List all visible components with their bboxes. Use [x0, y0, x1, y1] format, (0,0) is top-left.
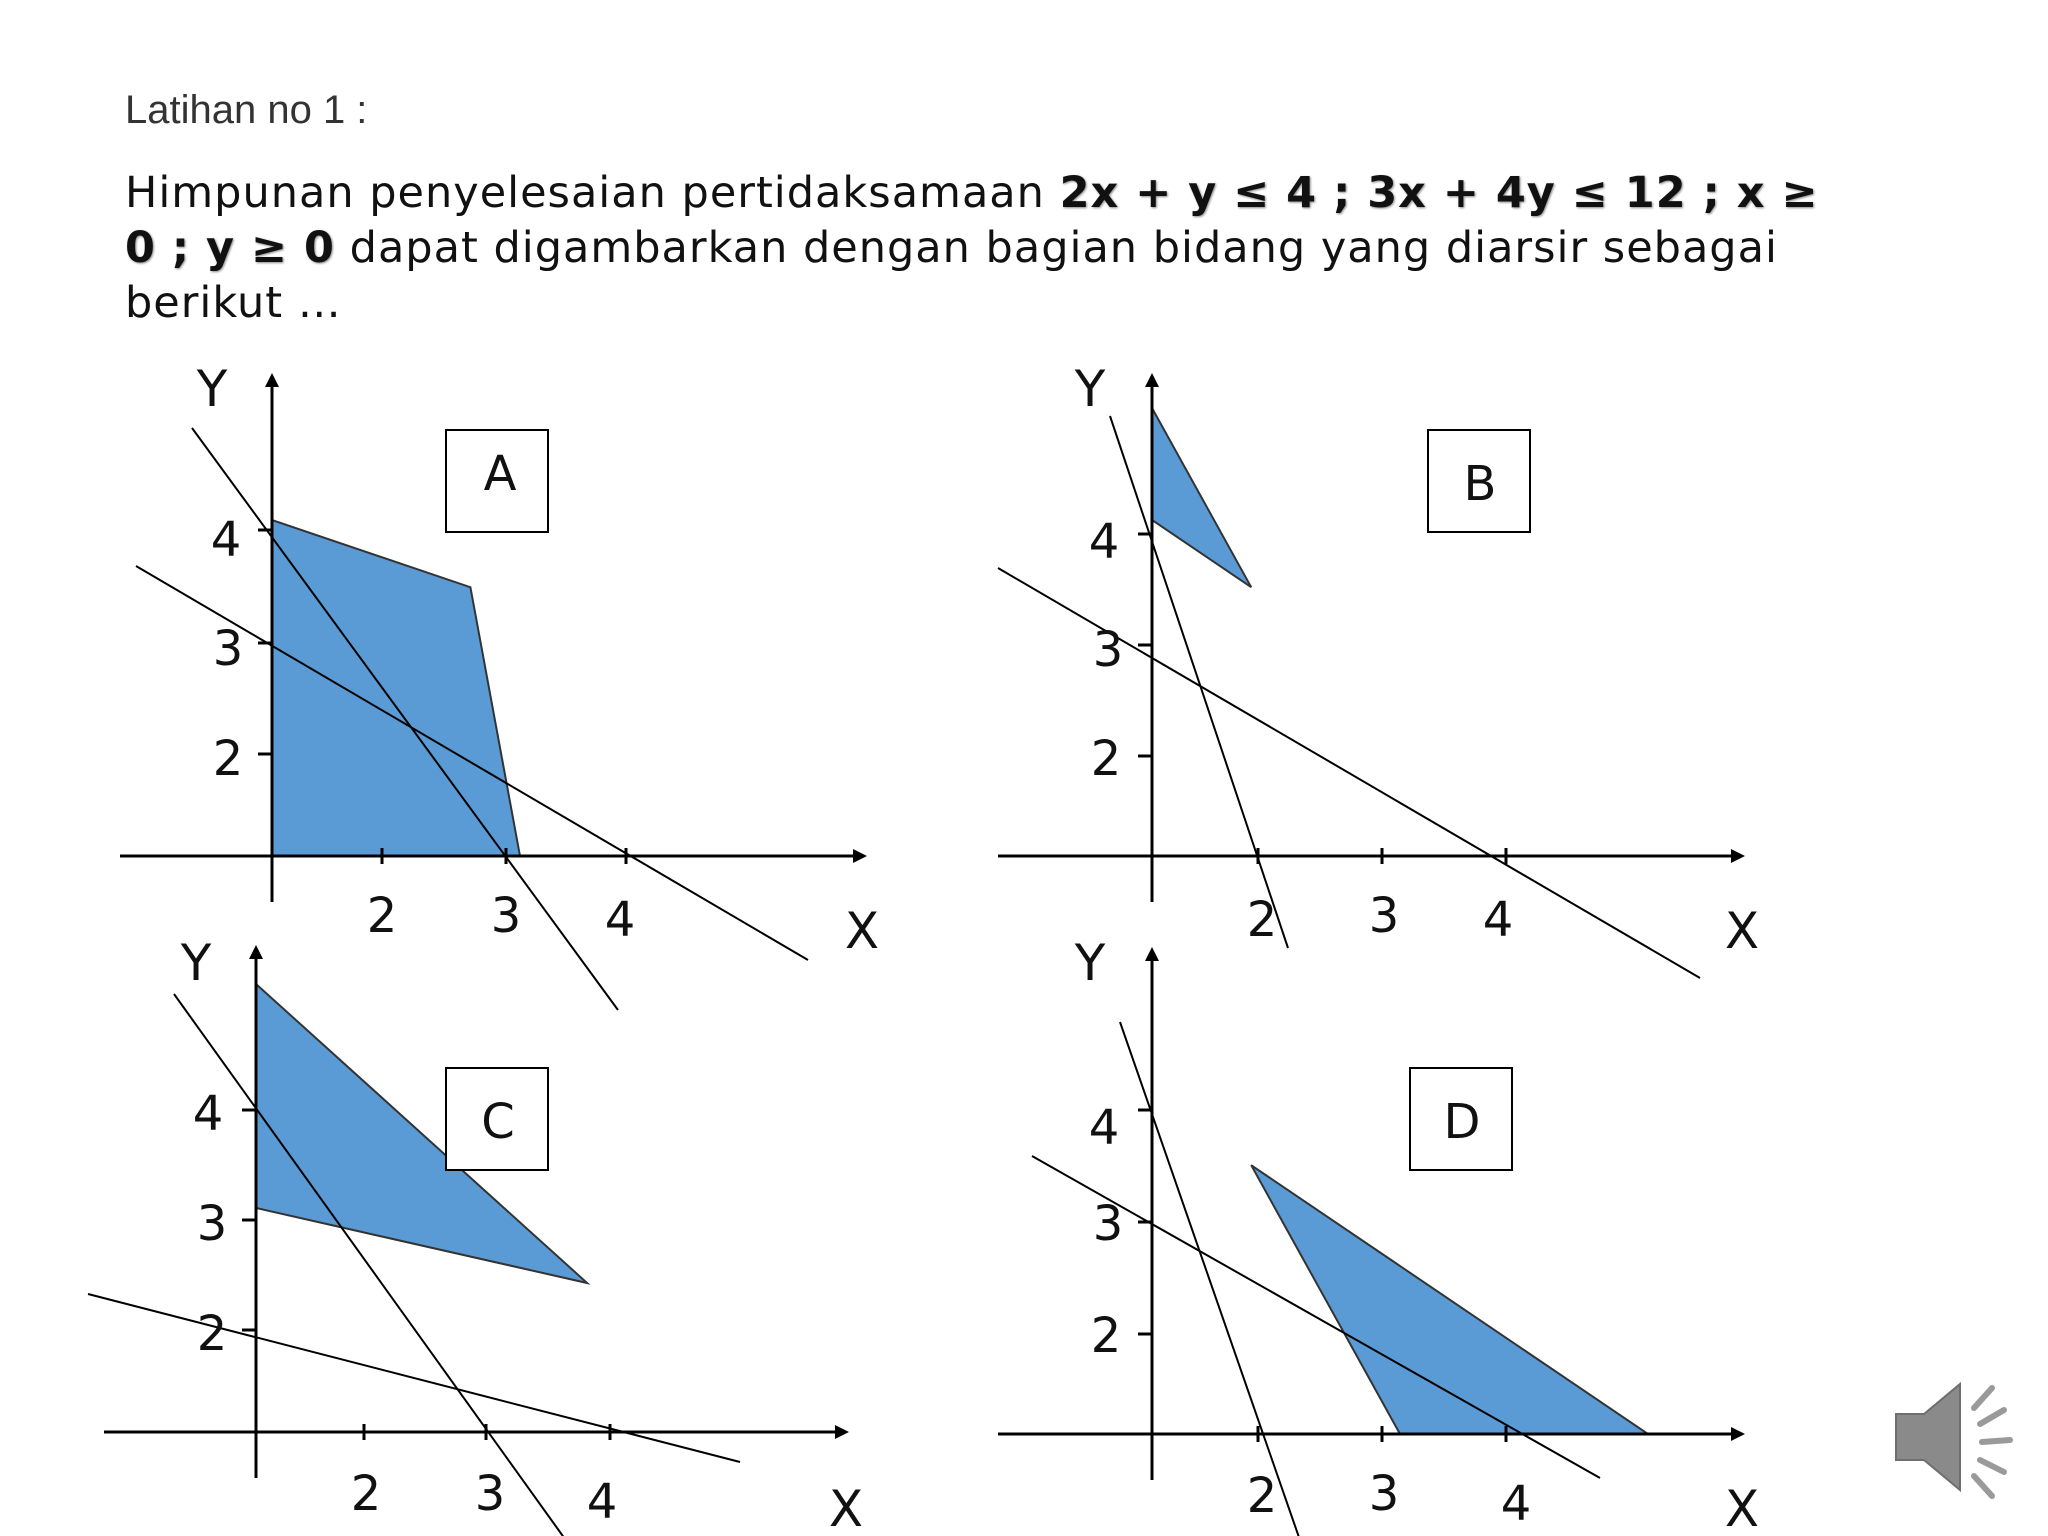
inequalities: 2x + y ≤ 4 ; 3x + 4y ≤ 12 ; x ≥ 0 ; y ≥ 0	[125, 168, 1819, 273]
graph-a-x-tick-label: 4	[604, 892, 636, 948]
graph-a-y-tick-label: 3	[212, 621, 244, 677]
graph-c-x-tick-label: 2	[350, 1466, 382, 1522]
graph-d-y-tick-label: 2	[1090, 1308, 1122, 1364]
graph-c-line-2	[88, 1294, 740, 1462]
graph-b-y-tick-label: 4	[1088, 514, 1120, 570]
graph-a-y-label: Y	[196, 360, 228, 418]
question-prefix: Himpunan penyelesaian pertidaksamaan	[125, 168, 1060, 218]
graph-d-x-tick-label: 2	[1246, 1468, 1278, 1524]
graph-b-y-tick-label: 3	[1092, 622, 1124, 678]
graph-b-y-tick-label: 2	[1090, 731, 1122, 787]
graph-a-x-tick-label: 3	[490, 888, 522, 944]
graph-a	[120, 360, 879, 1010]
graph-d-x-tick-label: 3	[1368, 1466, 1400, 1522]
graph-d-option-label: D	[1443, 1094, 1481, 1150]
graph-a-x-label: X	[844, 902, 880, 960]
graph-b-x-tick-label: 4	[1482, 892, 1514, 948]
graph-a-line-1	[192, 428, 618, 1010]
graph-b-shaded-region	[1152, 408, 1251, 587]
speaker-icon[interactable]	[1896, 1384, 2010, 1496]
graph-d-x-label: X	[1724, 1480, 1760, 1536]
graph-c-x-label: X	[828, 1480, 864, 1536]
graph-c-y-tick-label: 3	[196, 1196, 228, 1252]
graph-b-option-label: B	[1463, 456, 1497, 512]
graph-c-x-tick-label: 3	[474, 1466, 506, 1522]
graph-a-option-label: A	[483, 446, 517, 502]
graph-a-y-tick-label: 2	[212, 731, 244, 787]
graph-c-y-label: Y	[180, 934, 212, 992]
graph-d-y-tick-label: 4	[1088, 1100, 1120, 1156]
graph-b	[998, 360, 1759, 978]
graph-d	[998, 934, 1759, 1536]
question-suffix: dapat digambarkan dengan bagian bidang yang diarsir sebagai berikut …	[125, 223, 1778, 328]
graph-d-y-label: Y	[1074, 934, 1106, 992]
graph-d-y-tick-label: 3	[1092, 1196, 1124, 1252]
graph-c-y-tick-label: 2	[196, 1306, 228, 1362]
graph-c-y-tick-label: 4	[192, 1086, 224, 1142]
graph-b-x-tick-label: 3	[1368, 888, 1400, 944]
graph-a-x-tick-label: 2	[366, 888, 398, 944]
graph-b-x-label: X	[1724, 902, 1760, 960]
graph-b-x-tick-label: 2	[1246, 892, 1278, 948]
graph-b-y-label: Y	[1074, 360, 1106, 418]
graph-c-option-label: C	[481, 1094, 515, 1150]
graph-d-x-tick-label: 4	[1500, 1476, 1532, 1532]
graph-a-y-tick-label: 4	[210, 512, 242, 568]
graph-c	[88, 934, 863, 1536]
graph-a-shaded-region	[272, 520, 520, 856]
graph-c-x-tick-label: 4	[586, 1474, 618, 1530]
graph-d-line-1	[1120, 1022, 1302, 1536]
slide-subtitle: Latihan no 1 :	[125, 88, 368, 132]
